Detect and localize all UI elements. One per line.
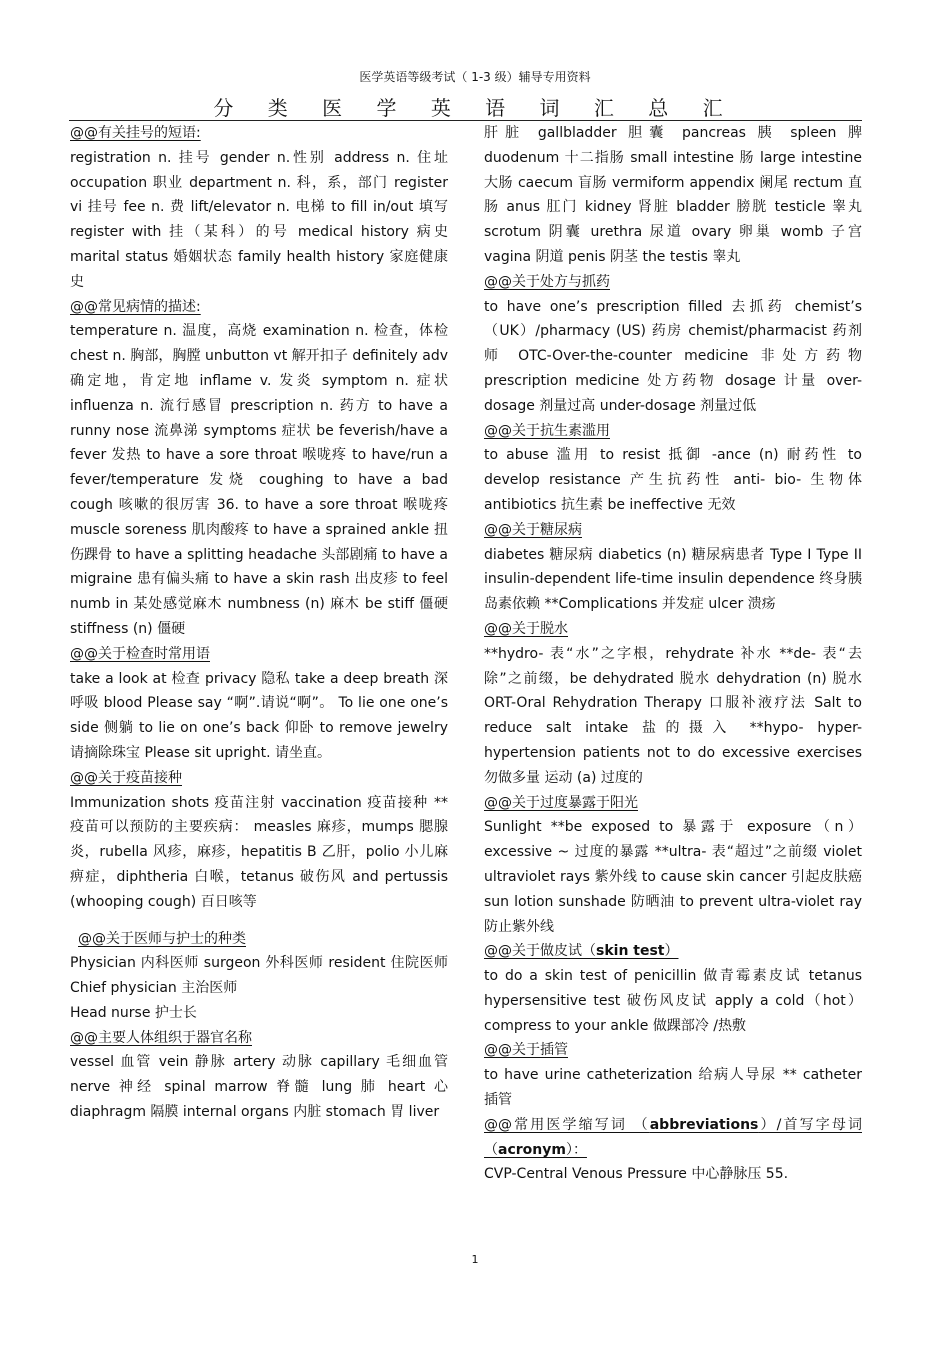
paragraph: Head nurse 护士长 [70,1004,197,1021]
heading-bold-term: skin test [596,943,665,960]
paragraph: **hydro- 表“水”之字根，rehydrate 补水 **de- 表“去除”之前缀，be dehydrated 脱水 dehydration (n) 脱水 ORT-Oral Rehydration Therapy 口服补液疗法 Salt to reduce salt intake 盐的摄入 **hypo- hyper- hypertension patients not to do excessive exercises 勿做多量 运动 (a) 过度的 [484,645,862,786]
section-heading: @@常见病情的描述: [70,298,201,315]
heading-text: ）/首写字母词（ [484,1116,862,1158]
section-heading [484,1113,862,1163]
paragraph: to abuse 滥用 to resist 抵御 -ance (n) 耐药性 to develop resistance 产生抗药性 anti- bio- 生物体 antibiotics 抗生素 be ineffective 无效 [484,447,862,513]
document-title: 分 类 医 学 英 语 词 汇 总 汇 [213,96,737,120]
paragraph: to have urine catheterization 给病人导尿 ** catheter 插管 [484,1067,862,1109]
section-heading: @@关于糖尿病 [484,521,582,538]
paragraph: registration n. 挂号 gender n.性别 address n. 住址 occupation 职业 department n. 科，系，部门 register vi 挂号 fee n. 费 lift/elevator n. 电梯 to fill in/out 填写 register with 挂（某科）的号 medical history 病史 marital status 婚姻状态 family health history 家庭健康史 [70,149,448,290]
section-heading: @@关于处方与抓药 [484,273,610,290]
section-heading: @@关于抗生素滥用 [484,422,610,439]
paragraph: take a look at 检查 privacy 隐私 take a deep breath 深呼吸 blood Please say “啊”.请说“啊”。 To lie one one’s side 侧躺 to lie on one’s back 仰卧 to remove jewelry 请摘除珠宝 Please sit upright. 请坐直。 [70,670,448,761]
section-heading: @@关于脱水 [484,620,568,637]
section-heading: @@关于疫苗接种 [70,769,182,786]
paragraph: 肝脏 gallbladder 胆囊 pancreas 胰 spleen 脾 duodenum 十二指肠 small intestine 肠 large intestine 大肠 caecum 盲肠 vermiform appendix 阑尾 rectum 直肠 anus 肛门 kidney 肾脏 bladder 膀胱 testicle 睾丸 scrotum 阴囊 urethra 尿道 ovary 卵巢 womb 子宫 vagina 阴道 penis 阴茎 the testis 睾丸 [484,125,862,265]
heading-text: ）： [565,1141,587,1158]
section-heading: @@有关挂号的短语: [70,125,201,141]
paragraph: CVP-Central Venous Pressure 中心静脉压 55. [484,1166,789,1183]
section-heading: @@关于医师与护士的种类 [78,930,246,947]
heading-text: @@常用医学缩写词 （ [484,1116,650,1133]
paragraph: temperature n. 温度，高烧 examination n. 检查，体检 chest n. 胸部，胸膛 unbutton vt 解开扣子 definitely adv 确定地，肯定地 inflame v. 发炎 symptom n. 症状 influenza n. 流行感冒 prescription n. 药方 to have a runny nose 流鼻涕 symptoms 症状 be feverish/have a fever 发热 to have a sore throat 喉咙疼 to have/run a fever/temperature 发烧 coughing to have a bad cough 咳嗽的很厉害 36. to have a sore throat 喉咙疼 muscle soreness 肌肉酸疼 to have a sprained ankle 扭伤踝骨 to have a splitting headache 头部剧痛 to have a migraine 患有偏头痛 to have a skin rash 出皮疹 to feel numb in 某处感觉麻木 numbness (n) 麻木 be stiff 僵硬 stiffness (n) 僵硬 [70,323,448,637]
paragraph: Immunization shots 疫苗注射 vaccination 疫苗接种 ** 疫苗可以预防的主要疾病： measles 麻疹，mumps 腮腺炎，rubella 风疹，麻疹，hepatitis B 乙肝，polio 小儿麻痹症，diphtheria 白喉，tetanus 破伤风 and pertussis (whooping cough) 百日咳等 [70,794,448,910]
section-heading: @@主要人体组织于器官名称 [70,1029,252,1046]
paragraph: to have one’s prescription filled 去抓药 chemist’s（UK）/pharmacy (US) 药房 chemist/pharmacist 药剂师 OTC-Over-the-counter medicine 非处方药物 prescription medicine 处方药物 dosage 计量 over-dosage 剂量过高 under-dosage 剂量过低 [484,298,862,414]
heading-bold-term: abbreviations [649,1116,759,1133]
paragraph: Sunlight **be exposed to 暴露于 exposure（n） excessive ~ 过度的暴露 **ultra- 表“超过”之前缀 violet ultraviolet rays 紫外线 to cause skin cancer 引起皮肤癌 sun lotion sunshade 防晒油 to prevent ultra-violet ray 防止紫外线 [484,819,862,935]
heading-text: ） [664,943,679,960]
page-number: 1 [471,1253,479,1266]
paragraph: Physician 内科医师 surgeon 外科医师 resident 住院医师 Chief physician 主治医师 [70,955,448,997]
paragraph: diabetes 糖尿病 diabetics (n) 糖尿病患者 Type I Type II insulin-dependent life-time insulin dependence 终身胰岛素依赖 **Complications 并发症 ulcer 溃疡 [484,546,862,613]
paragraph: to do a skin test of penicillin 做青霉素皮试 tetanus hypersensitive test 破伤风皮试 apply a cold（hot） compress to your ankle 做踝部冷 /热敷 [484,968,862,1034]
section-heading: @@关于过度暴露于阳光 [484,794,638,811]
paragraph: vessel 血管 vein 静脉 artery 动脉 capillary 毛细血管 nerve 神经 spinal marrow 脊髓 lung 肺 heart 心 diaphragm 隔膜 internal organs 内脏 stomach 胃 liver [70,1054,448,1121]
right-column [484,121,862,1187]
section-heading: @@关于检查时常用语 [70,645,210,662]
heading-bold-term: acronym [498,1141,566,1158]
section-heading [484,939,862,964]
left-column [70,121,448,1125]
document-subtitle: 医学英语等级考试（ 1-3 级）辅导专用资料 [359,70,591,84]
spacer [70,915,448,927]
heading-text: @@关于做皮试（ [484,943,596,960]
section-heading: @@关于插管 [484,1042,568,1059]
